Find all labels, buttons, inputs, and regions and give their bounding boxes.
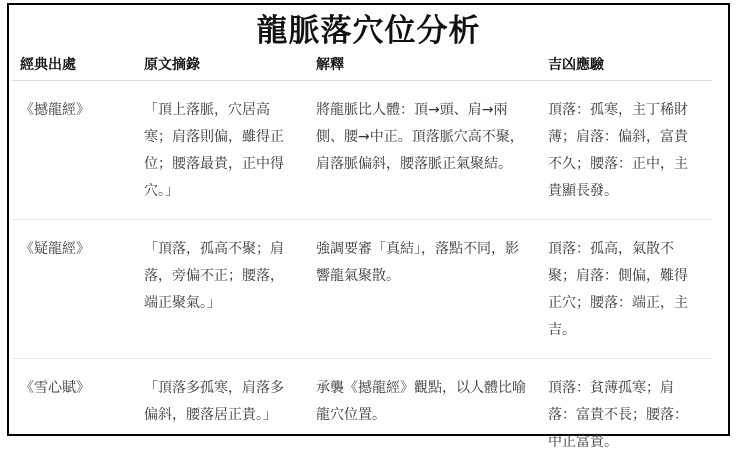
- header-excerpt: 原文摘錄: [136, 52, 308, 81]
- header-explanation: 解釋: [308, 52, 540, 81]
- header-source: 經典出處: [12, 52, 136, 81]
- table-row: [12, 81, 712, 220]
- cell-omen: 頂落：貧薄孤寒；肩落：富貴不長；腰落：中正富貴。: [540, 359, 712, 470]
- table-row: [12, 359, 712, 470]
- cell-omen: 頂落：孤高，氣散不聚；肩落：側偏，難得正穴；腰落：端正，主吉。: [540, 220, 712, 359]
- cell-excerpt: 「頂落多孤寒，肩落多偏斜，腰落居正貴。」: [136, 359, 308, 470]
- cell-omen: 頂落：孤寒，主丁稀財薄；肩落：偏斜，富貴不久；腰落：正中，主貴顯長發。: [540, 81, 712, 220]
- cell-source: 《雪心賦》: [12, 359, 136, 470]
- header-omen: 吉凶應驗: [540, 52, 712, 81]
- cell-explanation: 將龍脈比人體：頂→頭、肩→兩側、腰→中正。頂落脈穴高不聚，肩落脈偏斜，腰落脈正氣聚結。: [308, 81, 540, 220]
- cell-source: 《疑龍經》: [12, 220, 136, 359]
- cell-explanation: 強調要審「真結」，落點不同，影響龍氣聚散。: [308, 220, 540, 359]
- analysis-table: [12, 52, 712, 470]
- cell-excerpt: 「頂上落脈，穴居高寒；肩落則偏，雖得正位；腰落最貴，正中得穴。」: [136, 81, 308, 220]
- cell-explanation: 承襲《撼龍經》觀點，以人體比喻龍穴位置。: [308, 359, 540, 470]
- page-title: 龍脈落穴位分析: [9, 11, 728, 51]
- cell-source: 《撼龍經》: [12, 81, 136, 220]
- table-header-row: [12, 52, 712, 81]
- cell-excerpt: 「頂落，孤高不聚；肩落，旁偏不正；腰落，端正聚氣。」: [136, 220, 308, 359]
- table-row: [12, 220, 712, 359]
